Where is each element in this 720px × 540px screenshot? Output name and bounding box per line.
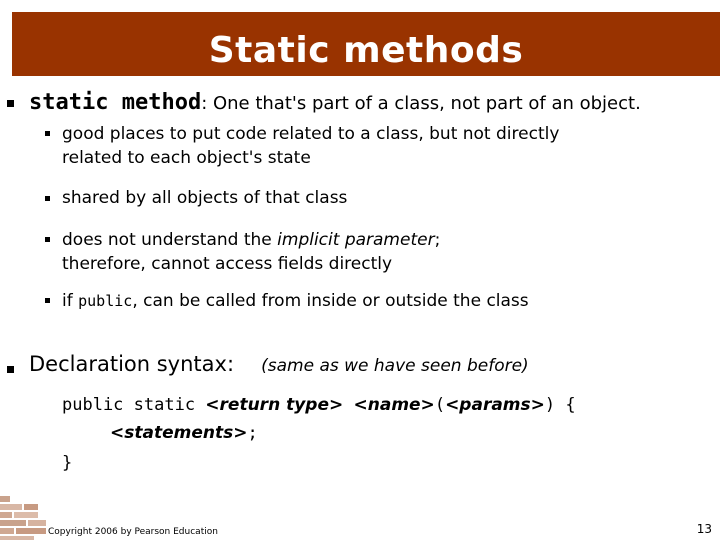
bullet-text: : One that's part of a class, not part of an object. bbox=[201, 93, 641, 114]
emphasis-implicit-parameter: implicit parameter bbox=[277, 230, 435, 250]
code-placeholder-statements: <statements> bbox=[110, 423, 248, 443]
bullet-marker bbox=[7, 100, 14, 107]
term-static-method: static method bbox=[29, 90, 202, 115]
note-text: (same as we have seen before) bbox=[261, 356, 529, 376]
code-keyword: public static bbox=[62, 395, 206, 415]
code-paren: ( bbox=[434, 395, 446, 415]
code-paren: ) { bbox=[544, 395, 576, 415]
code-public: public bbox=[78, 292, 133, 310]
code-brace: } bbox=[62, 453, 73, 473]
footer-copyright: Copyright 2006 by Pearson Education bbox=[48, 527, 218, 537]
title-bar bbox=[12, 12, 720, 76]
code-placeholder-name: <name> bbox=[353, 395, 435, 415]
sub-bullet-marker bbox=[45, 237, 50, 242]
bullet-static-method bbox=[29, 90, 641, 115]
sub-bullet-text: good places to put code related to a class, but not directly bbox=[62, 124, 560, 144]
sub-bullet-text: therefore, cannot access fields directly bbox=[62, 254, 393, 274]
brick-decoration-icon bbox=[0, 492, 48, 540]
sub-bullet-text: ; bbox=[434, 230, 441, 250]
sub-bullet-text: if bbox=[62, 291, 79, 311]
sub-bullet-1 bbox=[62, 122, 559, 170]
sub-bullet-marker bbox=[45, 131, 50, 136]
code-semicolon: ; bbox=[247, 423, 258, 443]
page-number: 13 bbox=[696, 522, 712, 536]
code-line-1 bbox=[62, 395, 576, 415]
code-placeholder-return-type: <return type> bbox=[205, 395, 344, 415]
sub-bullet-text: related to each object's state bbox=[62, 148, 311, 168]
bullet-declaration-syntax bbox=[29, 352, 529, 376]
sub-bullet-2 bbox=[62, 186, 347, 210]
code-placeholder-params: <params> bbox=[445, 395, 545, 415]
code-line-2 bbox=[110, 423, 258, 443]
sub-bullet-4 bbox=[62, 289, 529, 313]
sub-bullet-marker bbox=[45, 298, 50, 303]
code-line-3 bbox=[62, 453, 72, 473]
slide-title: Static methods bbox=[208, 30, 524, 71]
bullet-text: Declaration syntax: bbox=[29, 352, 235, 376]
sub-bullet-text: does not understand the bbox=[62, 230, 278, 250]
sub-bullet-3 bbox=[62, 228, 440, 276]
sub-bullet-marker bbox=[45, 196, 50, 201]
sub-bullet-text: shared by all objects of that class bbox=[62, 188, 348, 208]
bullet-marker bbox=[7, 366, 14, 373]
sub-bullet-text: , can be called from inside or outside the class bbox=[132, 291, 529, 311]
